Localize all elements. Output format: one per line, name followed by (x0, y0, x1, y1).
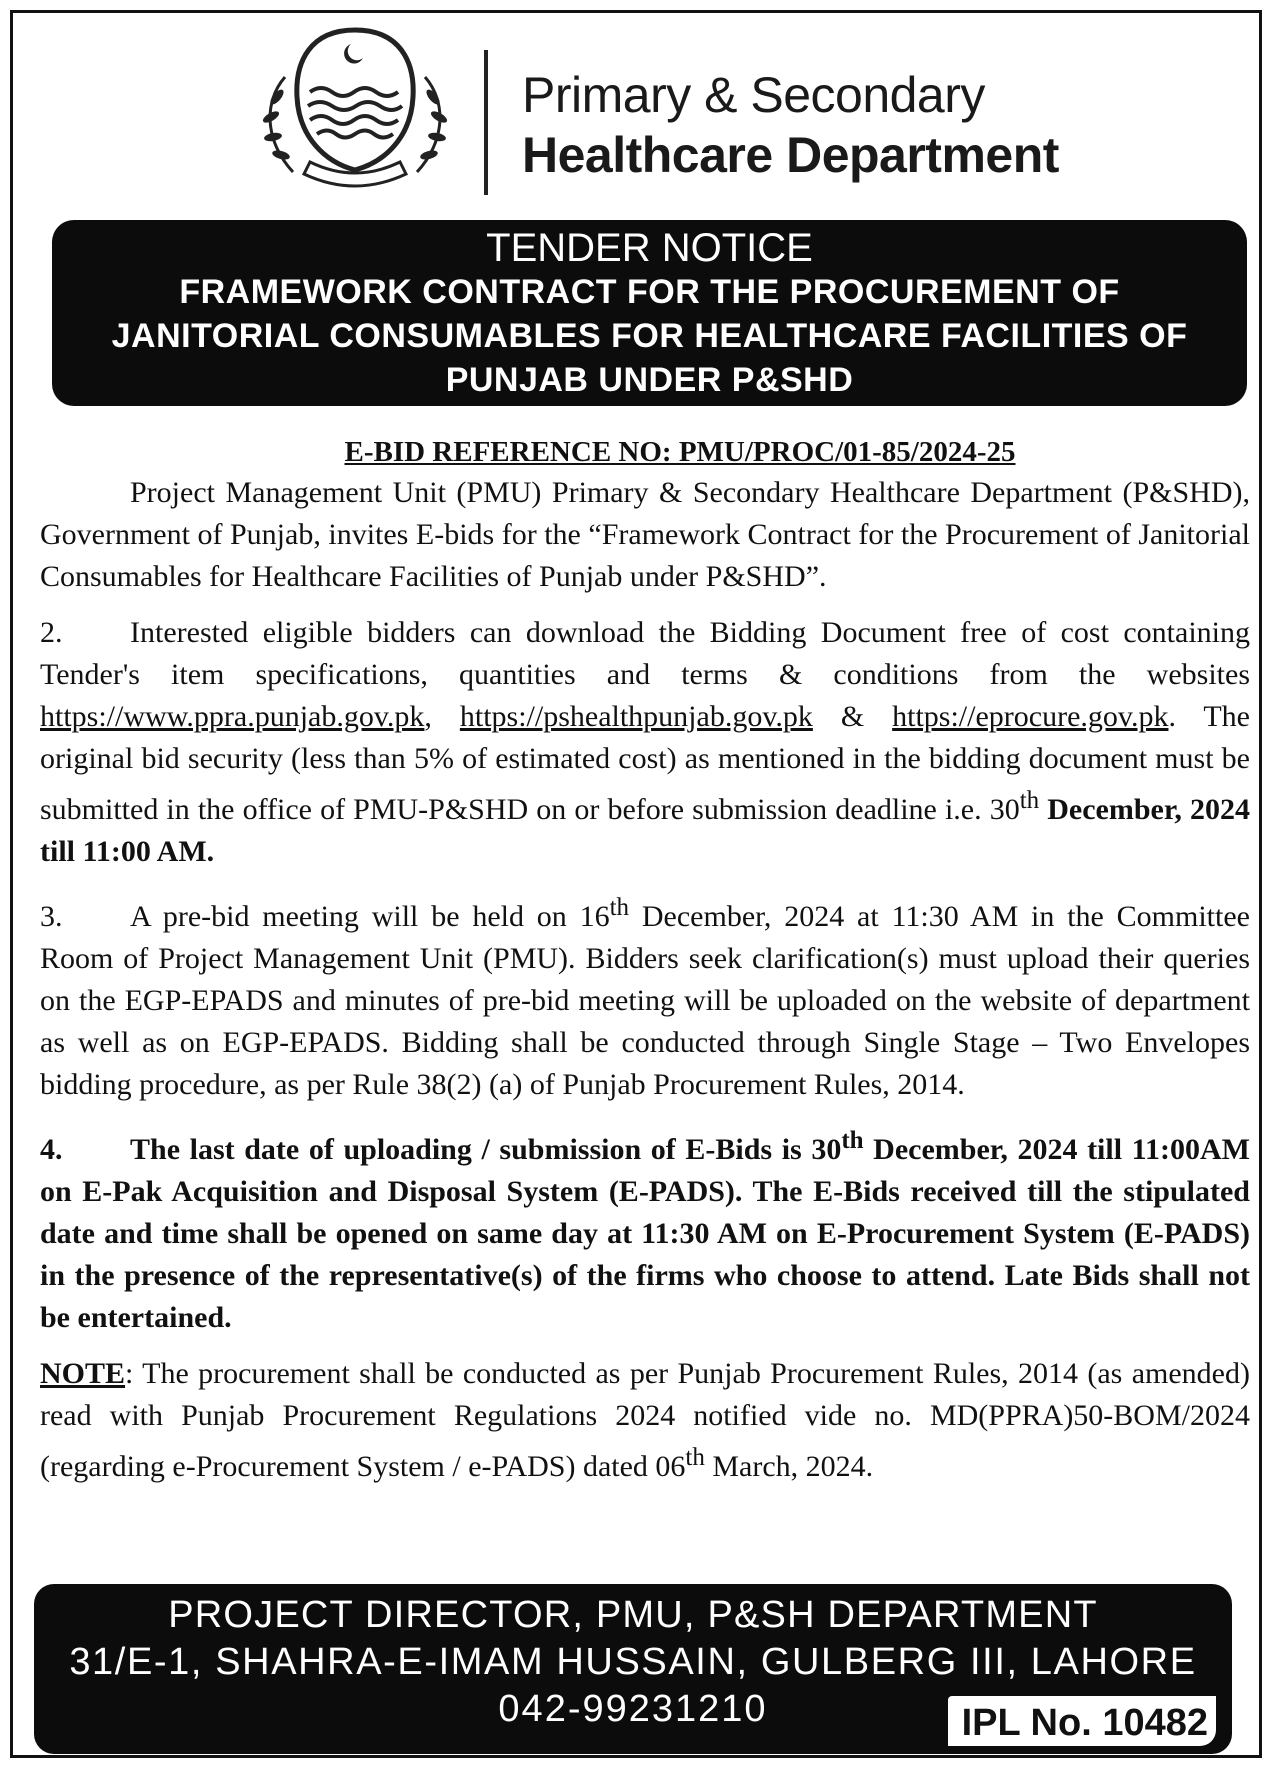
ordinal-suffix: th (841, 1127, 864, 1154)
paragraph-4-text-a: The last date of uploading / submission of E-Bids is 30 (130, 1133, 842, 1166)
paragraph-2 (40, 612, 1250, 873)
paragraph-3-number: 3. (40, 900, 63, 933)
paragraph-4 (40, 1120, 1250, 1339)
banner-subtitle-line-1: FRAMEWORK CONTRACT FOR THE PROCUREMENT OF (179, 273, 1120, 311)
paragraph-2-text-b: . The original bid security (less than 5% of estimated cost) as mentioned in the bidding document must be submitted in the office of PMU-P&SHD on or before submission deadline i.e. 30 (40, 700, 1250, 826)
header-divider (484, 50, 488, 195)
paragraph-3-text-b: December, 2024 at 11:30 AM in the Committee Room of Project Management Unit (PMU). Bidders seek clarification(s) must upload their queries on the EGP-EPADS and minutes of pre-bid meeting will be uploaded on the website of department as well as on EGP-EPADS. Bidding shall be conducted through Single Stage – Two Envelopes bidding procedure, as per Rule 38(2) (a) of Punjab Procurement Rules, 2014. (40, 900, 1250, 1101)
paragraph-4-number: 4. (40, 1133, 63, 1166)
banner-subtitle-line-3: PUNJAB UNDER P&SHD (445, 361, 854, 399)
paragraph-2-text-c: December, 2024 till 11:00 AM. (40, 793, 1250, 868)
ordinal-suffix: th (609, 894, 630, 921)
paragraph-2-number: 2. (40, 616, 63, 649)
punjab-emblem-icon (255, 22, 455, 197)
e-bid-reference: E-BID REFERENCE NO: PMU/PROC/01-85/2024-25 (344, 436, 1016, 468)
note-text-a: : The procurement shall be conducted as per Punjab Procurement Rules, 2014 (as amended) read with Punjab Procurement Regulations 2024 notified vide no. MD(PPRA)50-BOM/2024 (regarding e-Procurement System / e-PADS) dated 06 (40, 1357, 1250, 1483)
contact-banner (34, 1584, 1232, 1754)
link-separator-1: , (424, 700, 460, 733)
contact-line-1: PROJECT DIRECTOR, PMU, P&SH DEPARTMENT (168, 1594, 1098, 1636)
department-name (522, 66, 1059, 186)
ordinal-suffix: th (1019, 787, 1040, 814)
contact-phone: 042-99231210 (498, 1688, 768, 1730)
contact-address: 31/E-1, SHAHRA-E-IMAM HUSSAIN, GULBERG III, LAHORE (69, 1641, 1197, 1683)
pshealth-website-link[interactable]: https://pshealthpunjab.gov.pk (459, 700, 813, 733)
paragraph-1 (40, 472, 1250, 598)
note-label: NOTE (40, 1357, 126, 1390)
banner-subtitle-line-2: JANITORIAL CONSUMABLES FOR HEALTHCARE FACILITIES OF (111, 317, 1188, 355)
link-separator-2: & (812, 700, 893, 733)
paragraph-3 (40, 887, 1250, 1106)
tender-notice-title: TENDER NOTICE (486, 226, 813, 270)
paragraph-3-text-a: A pre-bid meeting will be held on 16 (130, 900, 610, 933)
department-line-2: Healthcare Department (522, 127, 1059, 183)
note-text-b: March, 2024. (704, 1450, 874, 1483)
ordinal-suffix: th (685, 1444, 705, 1471)
eprocure-website-link[interactable]: https://eprocure.gov.pk (892, 700, 1169, 733)
tender-notice-banner (52, 220, 1247, 406)
paragraph-4-text-b: December, 2024 till 11:00AM on E-Pak Acquisition and Disposal System (E-PADS). The E-Bids received till the stipulated date and time shall be opened on same day at 11:30 AM on E-Procurement System (E-PADS) in the presence of the representative(s) of the firms who choose to attend. Late Bids shall not be entertained. (40, 1133, 1250, 1334)
department-line-1: Primary & Secondary (522, 67, 985, 123)
note-paragraph (40, 1353, 1250, 1488)
tender-body (40, 432, 1250, 1502)
paragraph-1-text: Project Management Unit (PMU) Primary & Secondary Healthcare Department (P&SHD), Government of Punjab, invites E-bids for the “Framework Contract for the Procurement of Janitorial Consumables for Healthcare Facilities of Punjab under P&SHD”. (40, 476, 1250, 593)
ipl-number: IPL No. 10482 (948, 1696, 1216, 1746)
ppra-website-link[interactable]: https://www.ppra.punjab.gov.pk (40, 700, 425, 733)
paragraph-2-text-a: Interested eligible bidders can download the Bidding Document free of cost containing Tender's item specifications, quantities and terms & conditions from the websites (40, 616, 1250, 691)
